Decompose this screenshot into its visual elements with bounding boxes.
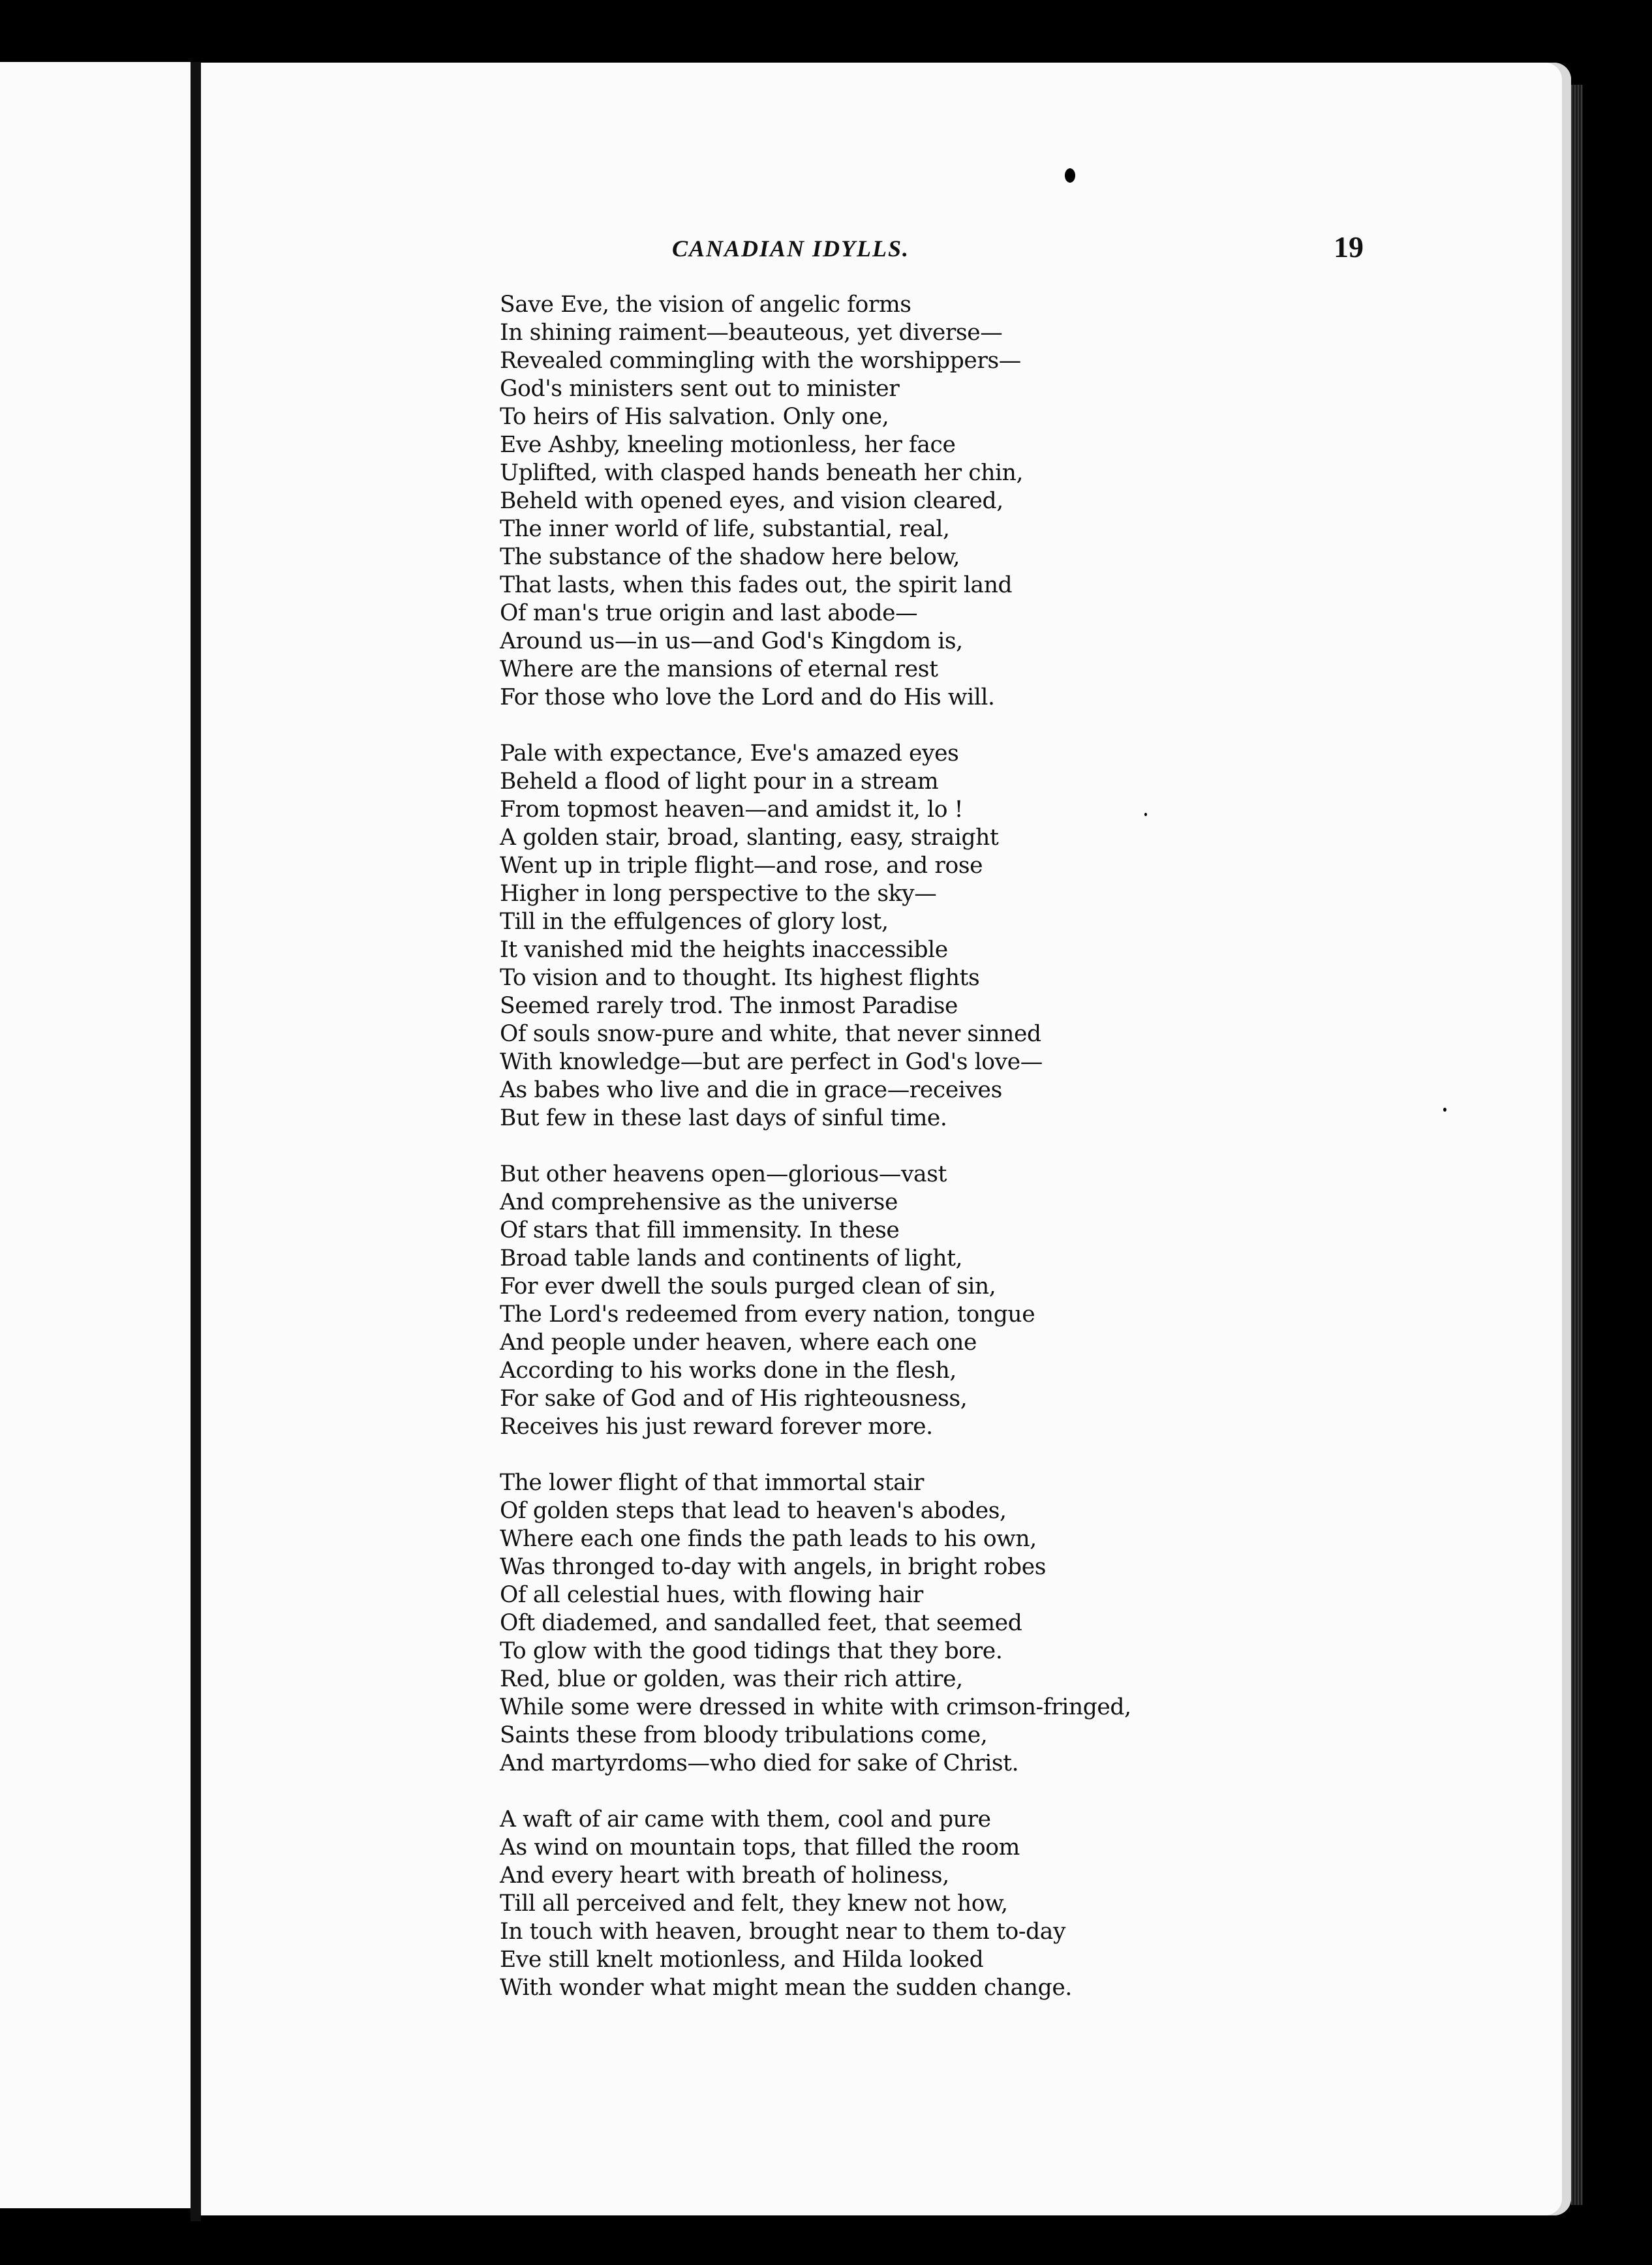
verse-line: God's ministers sent out to minister [500, 376, 900, 402]
facing-page-edge [0, 62, 191, 2208]
verse-line: As wind on mountain tops, that filled the room [500, 1834, 1020, 1861]
verse-line: Red, blue or golden, was their rich attire, [500, 1666, 963, 1692]
verse-line: The lower flight of that immortal stair [500, 1470, 925, 1496]
verse-line: In touch with heaven, brought near to them to-day [500, 1919, 1066, 1945]
verse-line: With wonder what might mean the sudden change. [500, 1975, 1072, 2001]
verse-line: The substance of the shadow here below, [500, 544, 960, 570]
ink-speck [1443, 1108, 1446, 1112]
verse-line: Of golden steps that lead to heaven's abodes, [500, 1498, 1007, 1524]
verse-line: Broad table lands and continents of light, [500, 1245, 963, 1271]
book-gutter [191, 62, 201, 2221]
verse-line: As babes who live and die in grace—receives [500, 1077, 1002, 1103]
verse-line: Oft diademed, and sandalled feet, that seemed [500, 1610, 1022, 1636]
verse-line: To heirs of His salvation. Only one, [500, 404, 889, 430]
stanza [500, 1161, 1413, 1441]
ink-speck [1065, 168, 1075, 183]
verse-line: With knowledge—but are perfect in God's love— [500, 1049, 1043, 1075]
verse-line: While some were dressed in white with crimson-fringed, [500, 1694, 1131, 1720]
verse-line: Uplifted, with clasped hands beneath her chin, [500, 460, 1024, 486]
verse-line: Till in the effulgences of glory lost, [500, 909, 889, 935]
stanza [500, 291, 1413, 712]
verse-line: And comprehensive as the universe [500, 1189, 898, 1215]
verse-line: Till all perceived and felt, they knew not how, [500, 1891, 1008, 1917]
verse-line: Save Eve, the vision of angelic forms [500, 292, 911, 318]
verse-line: And martyrdoms—who died for sake of Christ. [500, 1750, 1019, 1776]
verse-line: Pale with expectance, Eve's amazed eyes [500, 740, 959, 767]
verse-line: The inner world of life, substantial, real, [500, 516, 950, 542]
verse-line: Eve still knelt motionless, and Hilda looked [500, 1947, 984, 1973]
verse-line: Beheld a flood of light pour in a stream [500, 768, 939, 795]
verse-line: And every heart with breath of holiness, [500, 1862, 949, 1889]
verse-line: For ever dwell the souls purged clean of sin, [500, 1273, 996, 1300]
verse-line: It vanished mid the heights inaccessible [500, 937, 948, 963]
verse-line: But few in these last days of sinful time. [500, 1105, 947, 1131]
stanza [500, 1806, 1413, 2002]
verse-line: For sake of God and of His righteousness, [500, 1386, 968, 1412]
page-number: 19 [1334, 230, 1364, 264]
stanza [500, 740, 1413, 1132]
verse-line: A golden stair, broad, slanting, easy, straight [500, 825, 999, 851]
verse-line: Beheld with opened eyes, and vision cleared, [500, 488, 1003, 514]
verse-line: Seemed rarely trod. The inmost Paradise [500, 993, 958, 1019]
verse-line: From topmost heaven—and amidst it, lo ! [500, 797, 964, 823]
verse-line: Of man's true origin and last abode— [500, 600, 918, 626]
verse-line: Saints these from bloody tribulations come, [500, 1722, 988, 1748]
stanza [500, 1469, 1413, 1778]
verse-line: According to his works done in the flesh, [500, 1358, 956, 1384]
verse-line: Went up in triple flight—and rose, and rose [500, 853, 983, 879]
verse-line: Of stars that fill immensity. In these [500, 1217, 900, 1243]
verse-line: Higher in long perspective to the sky— [500, 881, 937, 907]
verse-line: Revealed commingling with the worshippers— [500, 348, 1021, 374]
verse-line: Eve Ashby, kneeling motionless, her face [500, 432, 956, 458]
poem-text [500, 291, 1413, 2002]
verse-line: Where each one finds the path leads to his own, [500, 1526, 1037, 1552]
verse-line: Of souls snow-pure and white, that never sinned [500, 1021, 1041, 1047]
page-edge-shadow [1571, 85, 1583, 2205]
verse-line: Where are the mansions of eternal rest [500, 656, 938, 682]
verse-line: Around us—in us—and God's Kingdom is, [500, 628, 963, 654]
verse-line: For those who love the Lord and do His will. [500, 684, 995, 710]
verse-line: Receives his just reward forever more. [500, 1414, 933, 1440]
verse-line: In shining raiment—beauteous, yet diverse— [500, 320, 1003, 346]
verse-line: To vision and to thought. Its highest flights [500, 965, 980, 991]
verse-line: Was thronged to-day with angels, in bright robes [500, 1554, 1047, 1580]
verse-line: Of all celestial hues, with flowing hair [500, 1582, 923, 1608]
verse-line: The Lord's redeemed from every nation, tongue [500, 1301, 1035, 1328]
verse-line: To glow with the good tidings that they bore. [500, 1638, 1003, 1664]
verse-line: A waft of air came with them, cool and pure [500, 1806, 991, 1832]
verse-line: And people under heaven, where each one [500, 1330, 977, 1356]
running-head: CANADIAN IDYLLS. [672, 236, 910, 262]
verse-line: That lasts, when this fades out, the spirit land [500, 572, 1013, 598]
verse-line: But other heavens open—glorious—vast [500, 1161, 947, 1187]
